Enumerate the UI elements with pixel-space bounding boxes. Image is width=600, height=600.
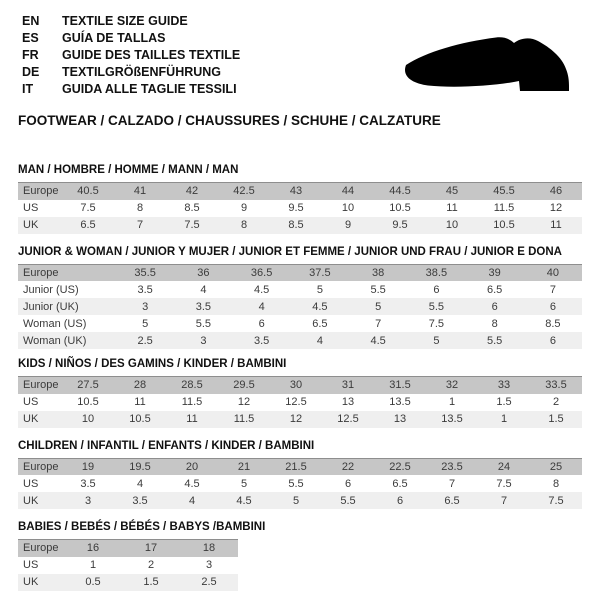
table-title: KIDS / NIÑOS / DES GAMINS / KINDER / BAMBINI [18,358,287,370]
size-cell: 30 [270,377,322,394]
size-cell: 33 [478,377,530,394]
size-cell: 33.5 [530,377,582,394]
size-cell: 6 [258,317,265,330]
size-table [18,264,582,350]
size-cell: 3.5 [174,298,232,315]
size-table [18,376,582,428]
size-cell: 40 [524,264,582,281]
size-cell: 5.5 [322,492,374,509]
language-row [22,13,240,30]
size-cell: 3.5 [233,332,291,349]
size-cell: 29.5 [218,377,270,394]
size-cell: 7.5 [496,477,512,490]
size-cell: 6 [433,283,440,296]
size-cell: 4 [233,298,291,315]
language-title-list [22,13,240,98]
size-cell: 4.5 [218,492,270,509]
size-cell: 18 [180,540,238,557]
size-cell: 1 [448,396,456,408]
size-cell: 3 [174,332,232,349]
size-cell: 4 [166,492,218,509]
size-cell: 5.5 [407,298,465,315]
size-cell: 1 [478,411,530,428]
size-cell: 36 [174,264,232,281]
size-cell: 25 [530,458,582,475]
size-row [18,394,582,411]
row-label: UK [18,411,62,428]
size-cell: 4 [136,477,144,490]
size-cell: 7.5 [166,217,218,234]
size-cell: 11.5 [181,396,203,408]
size-cell: 9 [240,202,248,214]
size-cell: 24 [478,458,530,475]
size-cell: 7 [448,477,456,490]
size-row [18,298,582,315]
size-cell: 11 [530,217,582,234]
language-code: ES [22,31,39,45]
language-row [22,81,240,98]
size-cell: 10 [426,217,478,234]
size-cell: 12.5 [322,411,374,428]
size-cell: 7 [114,217,166,234]
size-cell: 44.5 [374,183,426,200]
size-cell: 43 [270,183,322,200]
size-cell: 10 [62,411,114,428]
row-label: Junior (UK) [18,298,116,315]
table-title: CHILDREN / INFANTIL / ENFANTS / KINDER / BAMBINI [18,439,315,452]
size-table [18,182,582,234]
size-cell: 8.5 [184,202,200,214]
size-cell: 3.5 [137,283,153,296]
language-title: GUIDE DES TAILLES TEXTILE [62,48,241,62]
size-cell: 1.5 [122,574,180,591]
language-code: FR [22,48,39,62]
size-cell: 12 [237,396,251,408]
size-table-section [18,440,582,510]
size-row [18,281,582,298]
size-cell: 42 [166,183,218,200]
size-cell: 38.5 [407,264,465,281]
size-cell: 6 [466,298,524,315]
size-cell: 21.5 [270,458,322,475]
size-cell: 36.5 [233,264,291,281]
size-cell: 0.5 [64,574,122,591]
size-cell: 5 [349,298,407,315]
size-cell: 11 [446,202,458,214]
size-cell: 11.5 [493,202,515,214]
size-row [18,557,238,574]
size-cell: 37.5 [291,264,349,281]
size-cell: 12.5 [285,396,307,408]
size-cell: 10.5 [77,396,99,408]
size-cell: 31.5 [374,377,426,394]
size-cell: 6 [524,332,582,349]
size-cell: 35.5 [116,264,174,281]
size-row [18,332,582,349]
size-cell: 7.5 [80,202,96,214]
size-row [18,200,582,217]
size-cell: 4 [291,332,349,349]
size-cell: 5 [142,317,149,330]
size-row [18,217,582,234]
row-label: Europe [18,377,62,394]
row-label: UK [18,574,64,591]
size-cell: 7.5 [530,492,582,509]
size-cell: 7.5 [428,317,445,330]
language-title: TEXTILGRÖßENFÜHRUNG [62,65,222,79]
size-cell: 13 [374,411,426,428]
size-cell: 12 [270,411,322,428]
size-cell: 3.5 [114,492,166,509]
size-cell: 10.5 [114,411,166,428]
size-cell: 10.5 [389,202,411,214]
size-cell: 5 [240,477,248,490]
table-title: MAN / HOMBRE / HOMME / MANN / MAN [18,164,239,176]
row-label: Woman (US) [23,317,87,330]
size-cell: 27.5 [62,377,114,394]
size-cell: 5 [316,283,323,296]
size-row [18,315,582,332]
size-cell: 11.5 [218,411,270,428]
size-cell: 45 [426,183,478,200]
size-cell: 8.5 [545,317,561,330]
size-cell: 2.5 [180,574,238,591]
size-cell: 19.5 [114,458,166,475]
size-cell: 1 [89,559,97,571]
size-cell: 3 [116,298,174,315]
size-cell: 7 [549,283,556,296]
size-cell: 6 [524,298,582,315]
size-cell: 8 [491,317,498,330]
size-cell: 9.5 [288,202,304,214]
row-label: Europe [18,183,62,200]
size-cell: 16 [64,540,122,557]
row-label: US [23,477,39,490]
size-cell: 28 [114,377,166,394]
size-cell: 13.5 [426,411,478,428]
size-cell: 10.5 [478,217,530,234]
size-cell: 44 [322,183,374,200]
size-cell: 5.5 [466,332,524,349]
row-label: Europe [18,264,116,281]
size-cell: 19 [62,458,114,475]
size-row [18,475,582,492]
size-table-section [18,358,582,428]
size-cell: 7 [478,492,530,509]
size-cell: 3 [205,559,213,571]
size-cell: 2.5 [116,332,174,349]
size-cell: 20 [166,458,218,475]
language-title: GUÍA DE TALLAS [62,31,166,45]
size-cell: 6.5 [62,217,114,234]
size-cell: 6 [374,492,426,509]
size-cell: 6 [344,477,352,490]
size-cell: 21 [218,458,270,475]
size-cell: 32 [426,377,478,394]
size-cell: 3.5 [80,477,96,490]
size-cell: 7 [375,317,382,330]
row-label: UK [18,217,62,234]
row-label: US [23,559,39,571]
size-cell: 5 [407,332,465,349]
language-code: IT [22,82,34,96]
size-cell: 4.5 [184,477,200,490]
size-cell: 9.5 [374,217,426,234]
size-table-section [18,246,582,350]
size-cell: 39 [466,264,524,281]
row-label: US [23,396,39,408]
language-code: EN [22,14,40,28]
language-row [22,47,240,64]
size-cell: 13.5 [389,396,411,408]
size-table [18,539,238,591]
row-label: Europe [18,540,64,557]
region-header-row [18,264,582,281]
size-cell: 8.5 [270,217,322,234]
size-cell: 6.5 [486,283,503,296]
language-row [22,64,240,81]
size-cell: 17 [122,540,180,557]
size-row [18,492,582,509]
size-cell: 45.5 [478,183,530,200]
category-title: FOOTWEAR / CALZADO / CHAUSSURES / SCHUHE / CALZATURE [18,113,441,128]
size-cell: 6.5 [426,492,478,509]
size-cell: 6.5 [312,317,328,330]
region-header-row [18,183,582,200]
row-label: Woman (UK) [18,332,116,349]
size-cell: 4.5 [253,283,270,296]
size-cell: 46 [530,183,582,200]
table-title: BABIES / BEBÉS / BÉBÉS / BABYS /BAMBINI [18,521,266,533]
size-cell: 9 [322,217,374,234]
size-cell: 1.5 [496,396,512,408]
size-cell: 8 [552,477,560,490]
language-code: DE [22,65,40,79]
size-cell: 5.5 [195,317,212,330]
size-cell: 5 [270,492,322,509]
size-cell: 11 [134,396,146,408]
size-cell: 8 [218,217,270,234]
size-cell: 4.5 [291,298,349,315]
row-label: Junior (US) [23,283,79,296]
size-cell: 4 [200,283,207,296]
size-cell: 4.5 [349,332,407,349]
size-cell: 10 [341,202,355,214]
size-cell: 1.5 [530,411,582,428]
size-cell: 23.5 [426,458,478,475]
size-table [18,458,582,510]
language-title: GUIDA ALLE TAGLIE TESSILI [62,82,237,96]
table-title: JUNIOR & WOMAN / JUNIOR Y MUJER / JUNIOR ET FEMME / JUNIOR UND FRAU / JUNIOR E DONA [18,245,562,258]
size-cell: 22.5 [374,458,426,475]
size-cell: 38 [349,264,407,281]
size-row [18,411,582,428]
size-table-section [18,521,582,591]
dress-shoe-icon [398,30,578,96]
size-cell: 2 [147,559,155,571]
size-cell: 41 [114,183,166,200]
language-row [22,30,240,47]
size-cell: 22 [322,458,374,475]
language-title: TEXTILE SIZE GUIDE [62,14,188,28]
region-header-row [18,458,582,475]
size-cell: 13 [341,396,355,408]
region-header-row [18,540,238,557]
size-cell: 28.5 [166,377,218,394]
size-row [18,574,238,591]
size-cell: 2 [552,396,560,408]
size-cell: 8 [136,202,144,214]
size-tables [18,164,582,600]
row-label: UK [18,492,62,509]
size-cell: 40.5 [62,183,114,200]
size-cell: 3 [62,492,114,509]
row-label: Europe [18,458,62,475]
size-cell: 11 [166,411,218,428]
region-header-row [18,377,582,394]
size-cell: 42.5 [218,183,270,200]
size-cell: 31 [322,377,374,394]
size-cell: 12 [549,202,563,214]
size-cell: 5.5 [288,477,304,490]
size-cell: 5.5 [370,283,386,296]
row-label: US [23,202,39,214]
size-cell: 6.5 [392,477,408,490]
size-table-section [18,164,582,234]
